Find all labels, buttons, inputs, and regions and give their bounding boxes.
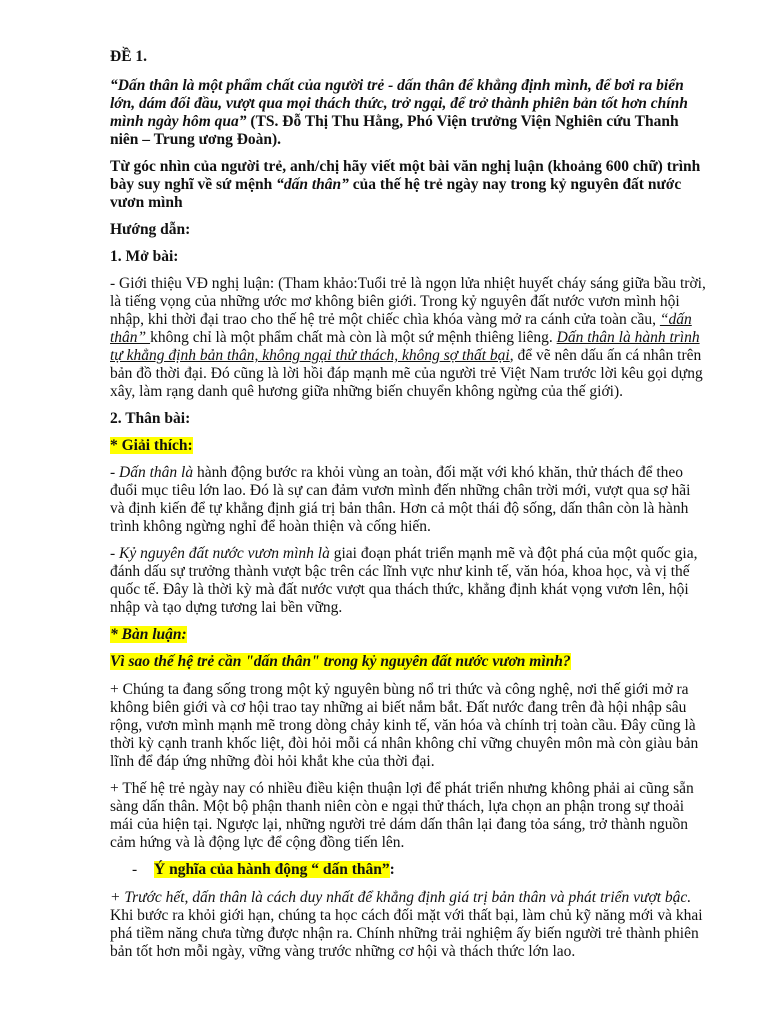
prompt-term: “dấn thân” <box>276 176 349 193</box>
intro-text-3: , để vẽ nên dấu ấn cá nhân trên bản đồ thời đại. Đó cũng là lời hồi đáp mạnh mẽ của người trẻ Việt Nam trước lời kêu gọi dựng xây, làm rạng danh quê hương giữa những biến chuyển không ngừng của thế giới). <box>110 347 703 400</box>
explain-label-line <box>110 437 706 455</box>
prompt-part2: của thế hệ trẻ ngày nay trong kỷ nguyên đất nước vươn mình <box>110 176 682 211</box>
meaning-1-italic: + Trước hết, dấn thân là cách duy nhất để khẳng định giá trị bản thân và phát triển vượt bậc. <box>110 889 692 906</box>
quote-paragraph <box>110 77 706 149</box>
intro-title: 1. Mở bài: <box>110 248 179 265</box>
why-question: Vì sao thế hệ trẻ cần "dấn thân" trong kỷ nguyên đất nước vươn mình? <box>110 653 571 670</box>
intro-term: “dấn thân” <box>110 311 692 346</box>
meaning-colon: : <box>389 861 395 878</box>
meaning-1-text: Khi bước ra khỏi giới hạn, chúng ta học cách đối mặt với thất bại, làm chủ kỹ năng mới và khai phá tiềm năng chưa từng được nhận ra. Chính những trải nghiệm ấy biến người trẻ thành phiên bản tốt hơn mỗi ngày, vững vàng trước những cơ hội và thách thức lớn lao. <box>110 907 703 960</box>
meaning-heading-line <box>110 861 706 879</box>
meaning-bullet: - <box>132 861 138 878</box>
meaning-paragraph-1 <box>110 889 706 961</box>
prompt-part1: Từ góc nhìn của người trẻ, anh/chị hãy viết một bài văn nghị luận (khoảng 600 chữ) trình bày suy nghĩ về sứ mệnh <box>110 158 701 193</box>
explain-1-text: hành động bước ra khỏi vùng an toàn, đối mặt với khó khăn, thử thách để theo đuổi mục tiêu lớn lao. Đó là sự can đảm vươn mình đến những chân trời mới, vượt qua sợ hãi và định kiến để tự khẳng định giá trị bản thân. Hơn cả một thái độ sống, dấn thân còn là hành trình không ngừng nghỉ để hoàn thiện và cống hiến. <box>110 464 691 535</box>
reason-paragraph-1: + Chúng ta đang sống trong một kỷ nguyên bùng nổ tri thức và công nghệ, nơi thế giới mở ra không biên giới và cơ hội trao tay những ai biết nắm bắt. Đất nước đang trên đà hội nhập sâu rộng, vươn mình mạnh mẽ trong dòng chảy kinh tế, văn hóa và chính trị toàn cầu. Đây cũng là thời kỳ cạnh tranh khốc liệt, đòi hỏi mỗi cá nhân không chỉ vững chuyên môn mà còn giàu bản lĩnh để đáp ứng những đòi hỏi khắt khe của thời đại. <box>110 681 699 770</box>
explain-1-term: Dấn thân là <box>119 464 194 481</box>
explain-paragraph-1 <box>110 464 706 536</box>
reason-paragraph-2: + Thế hệ trẻ ngày nay có nhiều điều kiện thuận lợi để phát triển nhưng không phải ai cũng sẵn sàng dấn thân. Một bộ phận thanh niên còn e ngại thử thách, lựa chọn an phận trong sự thoải mái của hiện tại. Ngược lại, những người trẻ dám dấn thân lại đang tỏa sáng, trở thành nguồn cảm hứng và là động lực để cộng đồng tiến lên. <box>110 780 694 851</box>
prompt-paragraph <box>110 158 706 212</box>
explain-paragraph-2 <box>110 545 706 617</box>
exam-heading: ĐỀ 1. <box>110 48 148 65</box>
discuss-label-line <box>110 626 706 644</box>
why-question-line <box>110 653 706 671</box>
discuss-label: * Bàn luận: <box>110 626 187 643</box>
explain-label: * Giải thích: <box>110 437 193 454</box>
explain-2-prefix: - <box>110 545 120 562</box>
intro-text-1: - Giới thiệu VĐ nghị luận: (Tham khảo:Tuổi trẻ là ngọn lửa nhiệt huyết cháy sáng giữa bầu trời, là tiếng vọng của những ước mơ không biên giới. Trong kỷ nguyên đất nước vươn mình hội nhập, khi thời đại trao cho thế hệ trẻ một chiếc chìa khóa vàng mở ra cánh cửa toàn cầu, <box>110 275 706 328</box>
explain-2-text: giai đoạn phát triển mạnh mẽ và đột phá của một quốc gia, đánh dấu sự trưởng thành vượt bậc trên các lĩnh vực như kinh tế, văn hóa, khoa học, và vị thế quốc tế. Đây là thời kỳ mà đất nước vượt qua thách thức, khẳng định khát vọng vươn lên, hội nhập và tạo dựng tương lai bền vững. <box>110 545 698 616</box>
meaning-label: Ý nghĩa của hành động “ dấn thân” <box>154 861 390 878</box>
guide-label: Hướng dẫn: <box>110 221 191 238</box>
explain-1-prefix: - <box>110 464 120 481</box>
body-title: 2. Thân bài: <box>110 410 191 427</box>
quote-text: “Dấn thân là một phẩm chất của người trẻ - dấn thân để khẳng định mình, để bơi ra biển lớn, dám đối đầu, vượt qua mọi thách thức, trở ngại, để trở thành phiên bản tốt hơn chính mình ngày hôm qua” <box>110 77 688 130</box>
intro-emphasis: Dấn thân là hành trình tự khẳng định bản thân, không ngại thử thách, không sợ thất bại <box>110 329 700 364</box>
quote-source: (TS. Đỗ Thị Thu Hằng, Phó Viện trưởng Viện Nghiên cứu Thanh niên – Trung ương Đoàn). <box>110 113 679 148</box>
explain-2-term: Kỷ nguyên đất nước vươn mình là <box>119 545 330 562</box>
intro-paragraph <box>110 275 706 401</box>
intro-text-2: không chỉ là một phẩm chất mà còn là một sứ mệnh thiêng liêng. <box>150 329 557 346</box>
